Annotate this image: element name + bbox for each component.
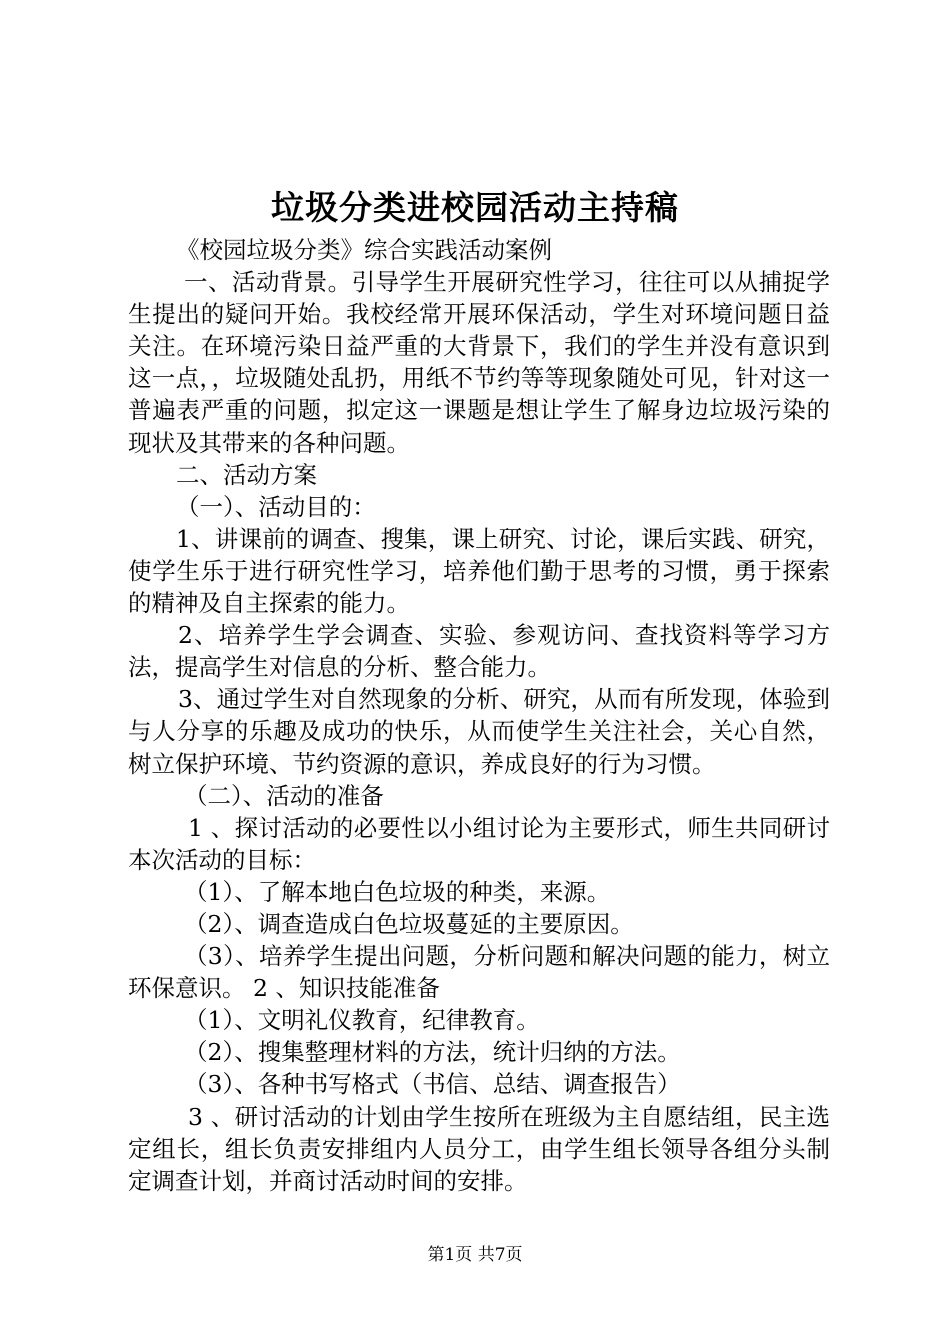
page-footer: 第1页 共7页 [427, 1245, 523, 1265]
document-body [128, 234, 830, 1197]
paragraph: 3 、研讨活动的计划由学生按所在班级为主自愿结组，民主选定组长，组长负责安排组内人员分工，由学生组长领导各组分头制定调查计划，并商讨活动时间的安排。 [128, 1102, 830, 1195]
paragraph: （2）、搜集整理材料的方法，统计归纳的方法。 [184, 1038, 681, 1067]
paragraph: （1）、了解本地白色垃圾的种类，来源。 [184, 877, 611, 906]
paragraph: （一）、活动目的： [176, 492, 376, 521]
paragraph: 二、活动方案 [176, 460, 317, 489]
paragraph: 2、培养学生学会调查、实验、参观访问、查找资料等学习方法，提高学生对信息的分析、整合能力。 [128, 621, 830, 682]
paragraph: （3）、培养学生提出问题，分析问题和解决问题的能力，树立环保意识。 2 、知识技能准备 [128, 942, 830, 1003]
paragraph: 一、活动背景。引导学生开展研究性学习，往往可以从捕捉学生提出的疑问开始。我校经常开展环保活动，学生对环境问题日益关注。在环境污染日益严重的大背景下，我们的学生并没有意识到这一点，，垃圾随处乱扔，用纸不节约等等现象随处可见，针对这一普遍表严重的问题，拟定这一课题是想让学生了解身边垃圾污染的现状及其带来的各种问题。 [128, 268, 830, 457]
paragraph: 《校园垃圾分类》综合实践活动案例 [176, 236, 552, 264]
document-title: 垃圾分类进校园活动主持稿 [271, 188, 679, 227]
paragraph: （3）、各种书写格式（书信、总结、调查报告） [184, 1070, 681, 1099]
paragraph: 1、讲课前的调查、搜集，课上研究、讨论，课后实践、研究，使学生乐于进行研究性学习，培养他们勤于思考的习惯，勇于探索的精神及自主探索的能力。 [128, 524, 830, 618]
paragraph: （二）、活动的准备 [184, 781, 384, 810]
paragraph: （1）、文明礼仪教育，纪律教育。 [184, 1006, 540, 1035]
paragraph: 1 、探讨活动的必要性以小组讨论为主要形式，师生共同研讨本次活动的目标： [128, 813, 830, 874]
paragraph: （2）、调查造成白色垃圾蔓延的主要原因。 [184, 909, 634, 938]
paragraph: 3、通过学生对自然现象的分析、研究，从而有所发现，体验到与人分享的乐趣及成功的快乐，从而使学生关注社会，关心自然，树立保护环境、节约资源的意识，养成良好的行为习惯。 [128, 685, 830, 778]
